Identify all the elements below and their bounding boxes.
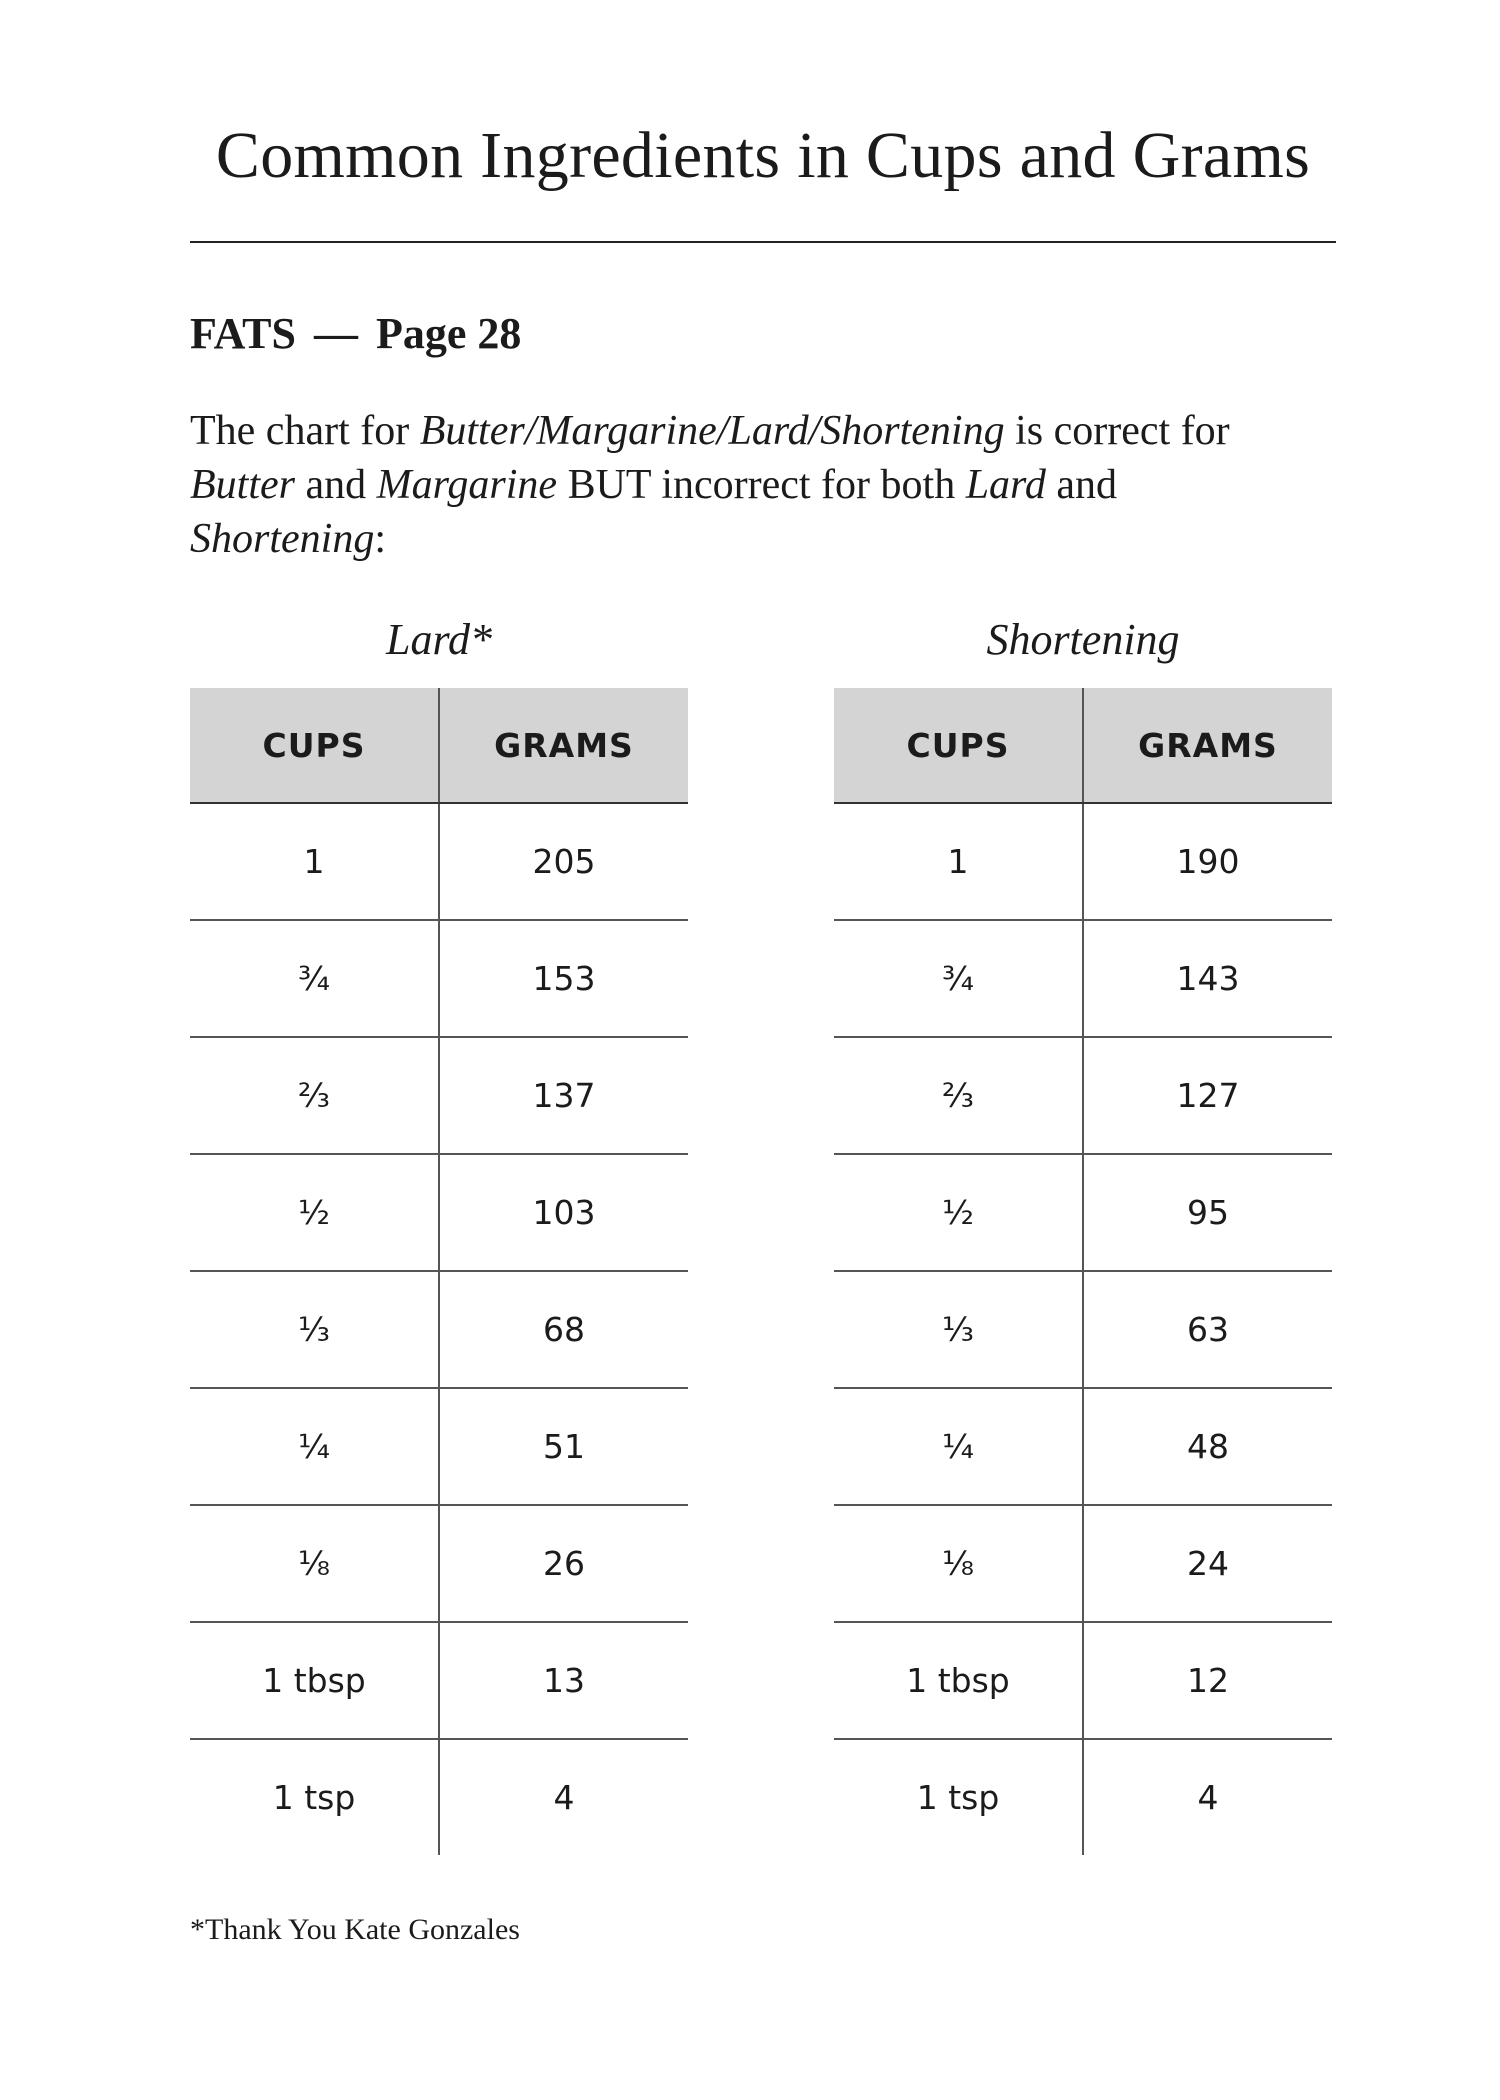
table-row [190,920,688,1037]
grams-cell: 153 [439,920,688,1037]
grams-cell: 63 [1083,1271,1332,1388]
table-row [834,920,1332,1037]
grams-cell: 4 [553,1778,575,1817]
intro-paragraph [190,404,1270,566]
intro-italic: Butter/Margarine/Lard/Shortening [419,408,1005,454]
cups-cell: 1 [190,803,439,920]
intro-text: BUT incorrect for both [557,462,966,508]
cups-cell: ⅓ [190,1271,439,1388]
grams-cell: 190 [1083,803,1332,920]
cups-cell: 1 tsp [834,1739,1083,1855]
cups-cell: ¾ [834,920,1083,1037]
table-row [190,1154,688,1271]
table-row [834,1271,1332,1388]
grams-cell: 143 [1083,920,1332,1037]
shortening-table [834,688,1332,1855]
grams-cell: 103 [439,1154,688,1271]
intro-text: : [374,516,386,562]
table-row [190,803,688,920]
intro-italic: Butter [190,462,295,508]
cups-cell: ⅔ [190,1037,439,1154]
shortening-caption: Shortening [986,615,1180,664]
grams-cell: 51 [439,1388,688,1505]
grams-cell: 68 [439,1271,688,1388]
cups-cell: ⅛ [834,1505,1083,1622]
cups-cell: ¼ [190,1388,439,1505]
footnote: *Thank You Kate Gonzales [190,1913,520,1946]
cups-cell: 1 tsp [190,1739,439,1855]
table-row [834,1154,1332,1271]
cups-cell: ¾ [190,920,439,1037]
cups-cell: ⅔ [834,1037,1083,1154]
header-cups: CUPS [190,688,439,803]
grams-cell: 137 [439,1037,688,1154]
lard-caption: Lard* [386,615,492,664]
cups-cell: ½ [190,1154,439,1271]
grams-cell: 26 [439,1505,688,1622]
lard-table [190,688,688,1855]
table-row [834,1037,1332,1154]
cups-cell: ½ [834,1154,1083,1271]
page-title: Common Ingredients in Cups and Grams [215,119,1311,192]
table-row [190,1037,688,1154]
section-dash: — [313,309,358,358]
table-row [190,1505,688,1622]
grams-cell: 13 [439,1622,688,1739]
grams-cell: 4 [1197,1778,1219,1817]
header-grams: GRAMS [439,688,688,803]
intro-italic: Shortening [190,516,375,562]
intro-italic: Lard [965,462,1046,508]
grams-cell: 127 [1083,1037,1332,1154]
table-row [190,1622,688,1739]
intro-italic: Margarine [376,462,558,508]
intro-text: is correct for [1004,408,1230,454]
grams-cell: 48 [1083,1388,1332,1505]
table-row [834,1505,1332,1622]
cups-cell: ¼ [834,1388,1083,1505]
intro-text: and [294,462,377,508]
table-row [834,1388,1332,1505]
intro-text: and [1045,462,1118,508]
section-label: FATS [190,309,296,358]
lard-table-block [190,610,688,1855]
table-row [834,803,1332,920]
table-row [190,1271,688,1388]
title-divider [190,241,1336,243]
cups-cell: 1 tbsp [834,1622,1083,1739]
grams-cell: 12 [1083,1622,1332,1739]
section-heading [190,308,521,361]
cups-cell: ⅛ [190,1505,439,1622]
table-row [834,1622,1332,1739]
grams-cell: 95 [1083,1154,1332,1271]
cups-cell: 1 [834,803,1083,920]
shortening-table-block [834,610,1332,1855]
section-page: Page 28 [375,309,522,358]
header-grams: GRAMS [1083,688,1332,803]
intro-text: The chart for [190,408,420,454]
grams-cell: 24 [1083,1505,1332,1622]
cups-cell: 1 tbsp [190,1622,439,1739]
table-row [190,1739,688,1855]
table-row [834,1739,1332,1855]
table-row [190,1388,688,1505]
header-cups: CUPS [834,688,1083,803]
table-header-row [190,688,688,803]
table-header-row [834,688,1332,803]
cups-cell: ⅓ [834,1271,1083,1388]
grams-cell: 205 [439,803,688,920]
